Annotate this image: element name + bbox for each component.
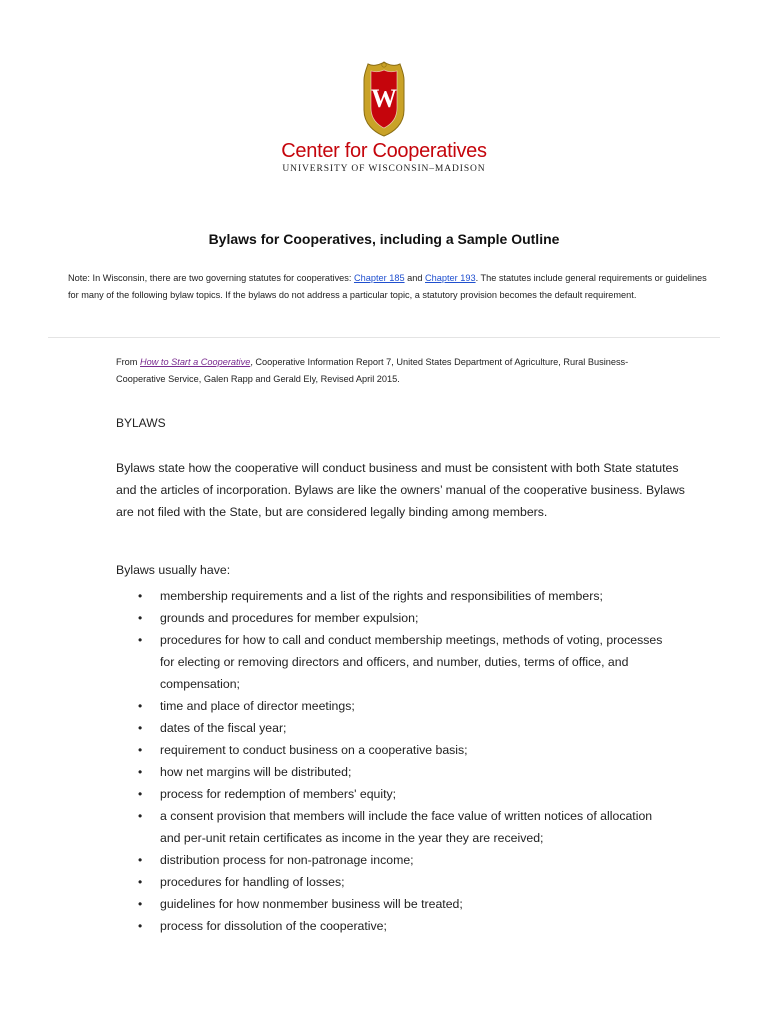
list-item [116, 717, 676, 739]
logo-block [0, 60, 768, 174]
list-item-text: procedures for handling of losses; [160, 875, 345, 889]
source-suffix: , Cooperative Information Report 7, United States Department of Agriculture, Rural Business-Cooperative Service, Galen Rapp and Gerald Ely, Revised April 2015. [116, 357, 629, 384]
list-item [116, 893, 676, 915]
bullet-icon: • [138, 765, 143, 779]
section-divider [48, 337, 720, 338]
bullet-icon: • [138, 721, 143, 735]
org-name: Center for Cooperatives [281, 140, 487, 162]
list-item-text: a consent provision that members will include the face value of written notices of allocation and per-unit retain certificates as income in the year they are received; [160, 809, 653, 845]
document-title: Bylaws for Cooperatives, including a Sample Outline [208, 231, 560, 247]
bullet-icon: • [138, 611, 143, 625]
list-item-text: grounds and procedures for member expulsion; [160, 611, 419, 625]
list-item-text: how net margins will be distributed; [160, 765, 352, 779]
list-item-text: distribution process for non-patronage income; [160, 853, 414, 867]
list-item-text: guidelines for how nonmember business will be treated; [160, 897, 463, 911]
list-item [116, 761, 676, 783]
chapter-185-link[interactable]: Chapter 185 [353, 273, 405, 283]
list-item-text: membership requirements and a list of the rights and responsibilities of members; [160, 589, 603, 603]
list-item [116, 695, 676, 717]
list-item [116, 805, 676, 849]
source-prefix: From [116, 357, 140, 367]
bullet-icon: • [138, 699, 143, 713]
list-item-text: requirement to conduct business on a cooperative basis; [160, 743, 468, 757]
bullet-icon: • [138, 787, 143, 801]
list-item [116, 585, 676, 607]
uw-crest-icon [360, 60, 408, 138]
note-between: and [404, 273, 425, 283]
list-item [116, 915, 676, 937]
bylaw-topics-list [116, 585, 676, 937]
bylaws-paragraph: Bylaws state how the cooperative will conduct business and must be consistent with both State statutes and the articles of incorporation. Bylaws are like the owners’ manual of the cooperative business. Bylaws are not filed with the State, but are considered legally binding among members. [116, 461, 685, 519]
svg-text:W: W [371, 84, 397, 113]
bullet-icon: • [138, 743, 143, 757]
list-intro: Bylaws usually have: [116, 563, 231, 577]
statute-note [68, 270, 708, 303]
bullet-icon: • [138, 875, 143, 889]
bullet-icon: • [138, 589, 143, 603]
note-suffix: . The statutes include general requirements or guidelines for many of the following bylaw topics. If the bylaws do not address a particular topic, a statutory provision becomes the default requirement. [68, 273, 707, 300]
university-name: UNIVERSITY OF WISCONSIN–MADISON [282, 164, 486, 174]
list-item [116, 849, 676, 871]
section-heading: BYLAWS [116, 416, 166, 430]
bullet-icon: • [138, 633, 143, 647]
chapter-193-link[interactable]: Chapter 193 [425, 273, 476, 283]
list-item-text: procedures for how to call and conduct membership meetings, methods of voting, processes for electing or removing directors and officers, and number, duties, terms of office, and compensation; [160, 633, 663, 691]
list-item [116, 871, 676, 893]
note-prefix: Note: In Wisconsin, there are two governing statutes for cooperatives: [68, 273, 354, 283]
list-item-text: time and place of director meetings; [160, 699, 355, 713]
list-item-text: dates of the fiscal year; [160, 721, 287, 735]
report-link[interactable]: How to Start a Cooperative [140, 357, 251, 367]
list-item [116, 629, 676, 695]
list-item [116, 739, 676, 761]
list-item [116, 783, 676, 805]
bullet-icon: • [138, 853, 143, 867]
bullet-icon: • [138, 919, 143, 933]
source-citation [116, 354, 676, 388]
bullet-icon: • [138, 897, 143, 911]
bullet-icon: • [138, 809, 143, 823]
list-item-text: process for redemption of members' equity; [160, 787, 397, 801]
list-item [116, 607, 676, 629]
list-item-text: process for dissolution of the cooperative; [160, 919, 387, 933]
